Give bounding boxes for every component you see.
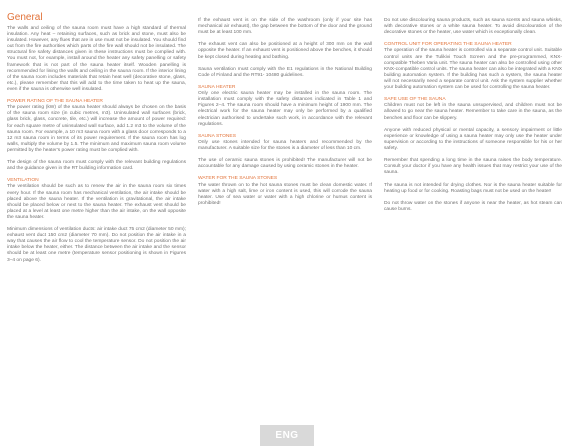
heading-water: WATER FOR THE SAUNA STONES	[198, 176, 278, 182]
body-temperature-paragraph: Remember that spending a long time in the sauna raises the body temperature. Consult your doctor if you have any health issues that may restrict your use of the sauna.	[384, 158, 562, 176]
control-unit-paragraph: The operation of the sauna heater is controlled via a separate control unit. Suitable control units are the Tulikivi Touch Screen and the pre-programmed, KNX-compatible Theben Varia unit. The sauna heater can also be controlled using other KNX-compatible control units. The sauna heater can also be integrated with a KNX building automation system. If the building has such a system, the sauna heater will not necessarily need a separate control unit. Ask the system supplier whether your building automation system can be used for controlling the sauna heater.	[384, 48, 562, 91]
general-paragraph: The walls and ceiling of the sauna room must have a high standard of thermal insulation. Any heat – retaining surfaces, such as brick and stone, must also be insulated. However, any flues that are in use must not be insulated. You should find out from the fire authorities which parts of the fire wall should not be insulated. The structural fire safety distances given in these instructions must be complied with. You must not, for example, install around the heater any safety panelling or safety framework that is not part of the sauna heater itself. Wooden panelling is recommended for lining the walls and ceiling in the sauna room. If the interior lining of the sauna room includes materials that retain heat well (decorative stone, glass, etc.), please remember that this will add to the time taken to heat up the sauna, even if the sauna is otherwise well insulated.	[7, 26, 186, 92]
power-rating-paragraph: The power rating (kW) of the sauna heater should always be chosen on the basis of the sauna room size (in cubic metres, m3). Uninsulated wall surfaces (brick, glass brick, glass, concrete, tile, etc.) will increase the amount of power required: for each square metre of uninsulated wall surface, add 1.2 m3 to the volume of the sauna room. For example, a 10 m3 sauna room with a glass door corresponds to a 12 m3 sauna room in terms of its power requirement. If the sauna room has log walls, multiply the volume by 1.5. The minimum and maximum sauna room volume permitted by the heater's power rating must be complied with.	[7, 105, 186, 153]
ventilation-paragraph: The ventilation should be such as to renew the air in the sauna room six times every hour. If the sauna room has mechanical ventilation, the air intake should be placed above the sauna heater. If the ventilation is gravitational, the air intake should be placed below or next to the sauna heater. The exhaust vent should be placed at a level at least one metre higher than the air intake, on the wall opposite the sauna heater.	[7, 184, 186, 220]
discolouring-paragraph: Do not use discolouring sauna products, such as sauna scents and sauna whisks, with decorative stones or a white sauna heater. To avoid discolouration of the decorative stones or the heater, use water which is exceptionally clean.	[384, 18, 562, 36]
drying-clothes-paragraph: The sauna is not intended for drying clothes. Nor is the sauna heater suitable for heating up food or for cooking. Roasting bags must not be used on the heater!	[384, 182, 562, 194]
steam-warning-paragraph: Do not throw water on the stones if anyone is near the heater, as hot steam can cause burns.	[384, 200, 562, 212]
column-middle	[198, 18, 372, 213]
page-title: General	[7, 12, 43, 23]
exhaust-washroom-paragraph: If the exhaust vent is on the side of the washroom (only if your site has mechanical air exhaust), the gap between the bottom of the door and the ground must be at least 100 mm.	[198, 18, 372, 36]
children-paragraph: Children must not be left in the sauna unsupervised, and children must not be allowed to go near the sauna heater. Remember to take care in the sauna, as the benches and floor can be slippery.	[384, 103, 562, 121]
column-right	[384, 18, 562, 219]
sauna-stones-paragraph: Only use stones intended for sauna heaters and recommended by the manufacturer. A suitable size for the stones is a diameter of less than 10 cm.	[198, 139, 372, 151]
heading-power-rating: POWER RATING OF THE SAUNA HEATER	[7, 99, 103, 105]
water-paragraph: The water thrown on to the hot sauna stones must be clean domestic water. If water with a high salt, lime or iron content is used, this will corrode the sauna heater. Use of sea water or water with a high chlorine or humus content is prohibited!	[198, 182, 372, 206]
heading-safe-use: SAFE USE OF THE SAUNA	[384, 97, 446, 103]
ventilation-regulations-paragraph: Sauna ventilation must comply with the E1 regulations in the National Building Code of Finland and the RT91- 10480 guidelines.	[198, 66, 372, 78]
heading-sauna-stones: SAUNA STONES	[198, 133, 236, 139]
language-tab	[260, 425, 314, 446]
reduced-capacity-paragraph: Anyone with reduced physical or mental capacity, a sensory impairment or little experience or knowledge of using a sauna heater may only use the heater under supervision or according to the instructions of someone responsible for his or her safety.	[384, 127, 562, 151]
heading-sauna-heater: SAUNA HEATER	[198, 85, 236, 91]
column-left	[7, 12, 186, 270]
sauna-heater-paragraph: Only one electric sauna heater may be installed in the sauna room. The installation must comply with the safety distances indicated in Table 1 and Figures 2–4. The sauna room should have a minimum height of 1900 mm. The electrical work for the sauna heater may only be performed by a qualified electrician authorised to undertake such work, in accordance with the relevant regulations.	[198, 91, 372, 127]
design-paragraph: The design of the sauna room must comply with the relevant building regulations and the guidance given in the RT building information card.	[7, 160, 186, 172]
language-label: ENG	[275, 430, 299, 441]
heading-control-unit: CONTROL UNIT FOR OPERATING THE SAUNA HEATER	[384, 42, 512, 48]
heading-ventilation: VENTILATION	[7, 178, 39, 184]
ceramic-stones-paragraph: The use of ceramic sauna stones is prohibited! The manufacturer will not be accountable for any damage caused by using ceramic stones in the heater.	[198, 158, 372, 170]
duct-dimensions-paragraph: Minimum dimensions of ventilation ducts: air intake duct 75 cm2 (diameter 50 mm); exhaust vent duct 150 cm2 (diameter 70 mm). Do not position the air intake in a way that causes the air flow to cool the temperature sensor. Do not position the air intake below the heater, either. The distance between the air intake and the sensor should be at least one metre (temperature sensor positioning is shown in Figures 3–4 on page 6).	[7, 227, 186, 263]
exhaust-height-paragraph: The exhaust vent can also be positioned at a height of 300 mm on the wall opposite the heater. If an exhaust vent is positioned above the benches, it should be kept closed during heating and bathing.	[198, 42, 372, 60]
